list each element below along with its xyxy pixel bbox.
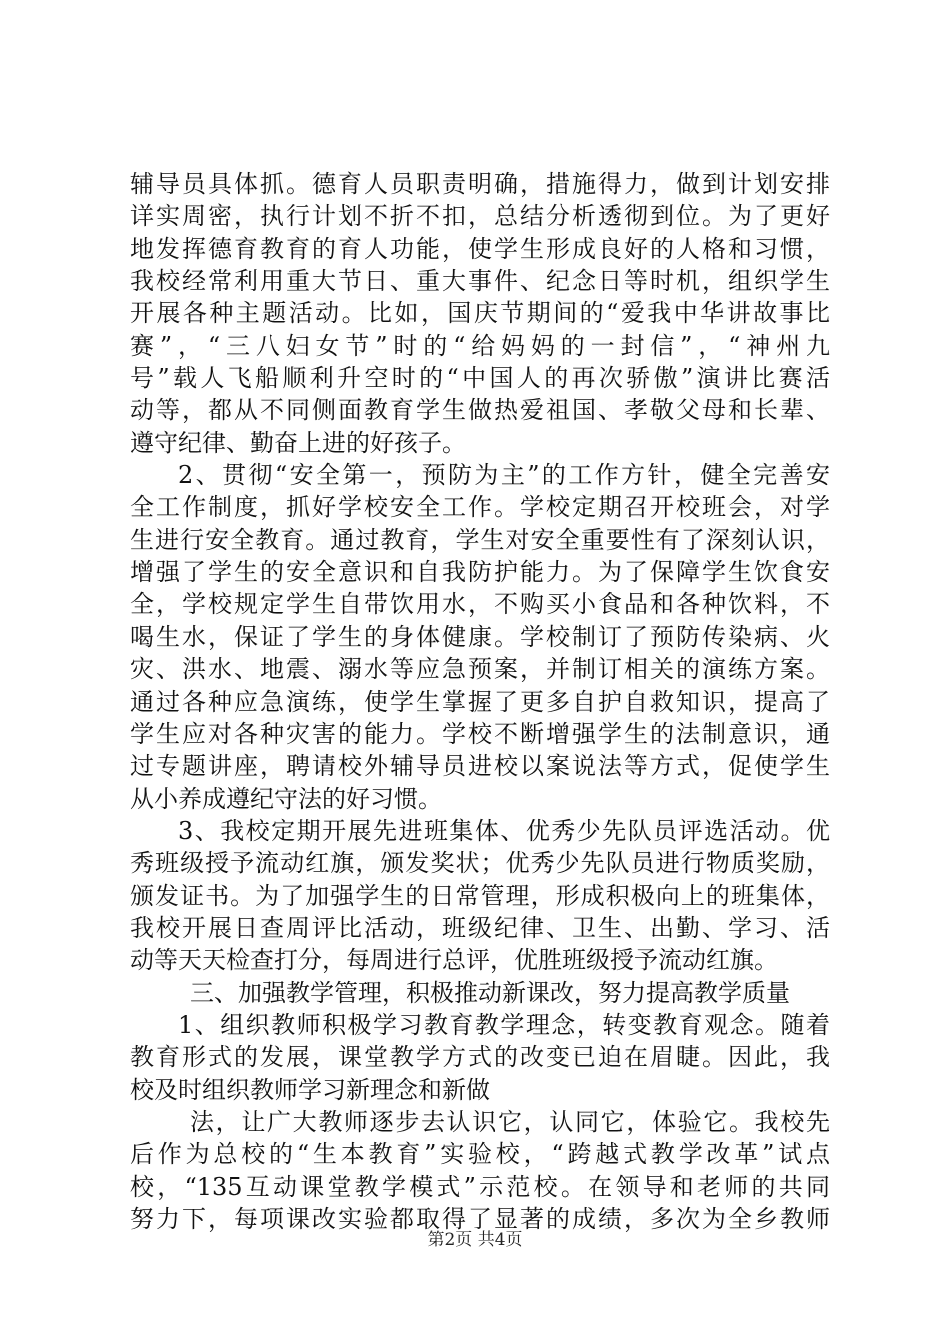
text-line: 我校开展日查周评比活动，班级纪律、卫生、出勤、学习、活 [130, 913, 830, 942]
text-line: 全工作制度，抓好学校安全工作。学校定期召开校班会，对学 [130, 493, 830, 522]
text-line: 法，让广大教师逐步去认识它，认同它，体验它。我校先 [190, 1107, 830, 1136]
text-line: 后作为总校的“生本教育”实验校，“跨越式教学改革”试点 [130, 1140, 830, 1169]
text-line: 动等天天检查打分，每周进行总评，优胜班级授予流动红旗。 [130, 946, 778, 975]
text-line: 校，“135互动课堂教学模式”示范校。在领导和老师的共同 [130, 1172, 830, 1201]
text-line: 颁发证书。为了加强学生的日常管理，形成积极向上的班集体， [130, 881, 830, 910]
text-line: 开展各种主题活动。比如，国庆节期间的“爱我中华讲故事比 [130, 299, 830, 328]
text-line: 生进行安全教育。通过教育，学生对安全重要性有了深刻认识， [130, 525, 830, 554]
text-line: 遵守纪律、勤奋上进的好孩子。 [130, 428, 466, 457]
text-line: 我校经常利用重大节日、重大事件、纪念日等时机，组织学生 [130, 267, 830, 296]
text-line: 增强了学生的安全意识和自我防护能力。为了保障学生饮食安 [130, 558, 830, 587]
page-footer: 第2页 共4页 [427, 1230, 523, 1250]
text-line: 2、贯彻“安全第一，预防为主”的工作方针，健全完善安 [178, 461, 830, 490]
text-line: 过专题讲座，聘请校外辅导员进校以案说法等方式，促使学生 [130, 752, 830, 781]
text-line: 三、加强教学管理，积极推动新课改，努力提高教学质量 [190, 978, 790, 1007]
document-body [130, 168, 830, 1235]
text-line: 辅导员具体抓。德育人员职责明确，措施得力，做到计划安排 [130, 170, 830, 198]
text-line: 灾、洪水、地震、溺水等应急预案，并制订相关的演练方案。 [130, 655, 830, 684]
text-line: 教育形式的发展，课堂教学方式的改变已迫在眉睫。因此，我 [130, 1043, 830, 1072]
text-line: 号”载人飞船顺利升空时的“中国人的再次骄傲”演讲比赛活 [130, 364, 830, 393]
text-line: 详实周密，执行计划不折不扣，总结分析透彻到位。为了更好 [130, 202, 830, 231]
text-line: 动等，都从不同侧面教育学生做热爱祖国、孝敬父母和长辈、 [130, 396, 830, 425]
text-line: 1、组织教师积极学习教育教学理念，转变教育观念。随着 [178, 1010, 830, 1039]
text-line: 努力下，每项课改实验都取得了显著的成绩，多次为全乡教师 [130, 1205, 830, 1233]
text-line: 3、我校定期开展先进班集体、优秀少先队员评选活动。优 [178, 816, 830, 845]
text-line: 从小养成遵纪守法的好习惯。 [130, 784, 442, 813]
text-line: 学生应对各种灾害的能力。学校不断增强学生的法制意识，通 [130, 719, 830, 748]
text-line: 校及时组织教师学习新理念和新做 [130, 1075, 490, 1104]
text-line: 喝生水，保证了学生的身体健康。学校制订了预防传染病、火 [130, 622, 830, 651]
text-line: 全，学校规定学生自带饮用水，不购买小食品和各种饮料，不 [130, 590, 830, 619]
text-line: 通过各种应急演练，使学生掌握了更多自护自救知识，提高了 [130, 687, 830, 716]
text-line: 秀班级授予流动红旗，颁发奖状；优秀少先队员进行物质奖励， [130, 849, 830, 878]
text-line: 地发挥德育教育的育人功能，使学生形成良好的人格和习惯， [130, 234, 830, 263]
text-line: 赛”，“三八妇女节”时的“给妈妈的一封信”，“神州九 [130, 331, 830, 360]
